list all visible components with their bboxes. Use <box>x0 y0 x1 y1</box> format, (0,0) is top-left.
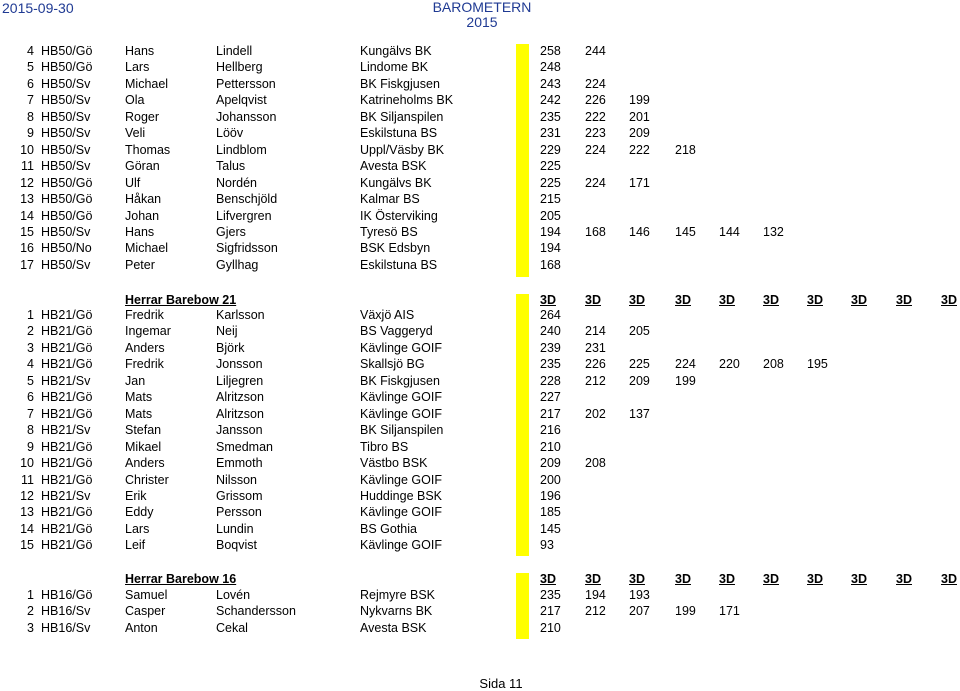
score-cell: 199 <box>675 373 696 388</box>
class-cell: HB50/Sv <box>41 224 91 239</box>
first-name-cell: Anders <box>125 340 165 355</box>
score-cell: 217 <box>540 604 561 619</box>
rank-cell: 3 <box>27 620 34 635</box>
score-cell: 217 <box>540 406 561 421</box>
score-cell: 209 <box>629 373 650 388</box>
club-cell: BK Fiskgjusen <box>360 76 440 91</box>
rank-cell: 9 <box>27 126 34 141</box>
first-name-cell: Håkan <box>125 192 162 207</box>
score-header-3d: 3D <box>585 293 601 307</box>
rank-cell: 5 <box>27 60 34 75</box>
score-cell: 194 <box>540 241 561 256</box>
last-name-cell: Gyllhag <box>216 257 259 272</box>
rank-cell: 1 <box>27 308 34 322</box>
last-name-cell: Hellberg <box>216 60 263 75</box>
score-cell: 224 <box>675 357 696 372</box>
score-cell: 196 <box>540 488 561 503</box>
score-cell: 240 <box>540 324 561 339</box>
score-header-3d: 3D <box>851 293 867 307</box>
rank-cell: 4 <box>27 44 34 58</box>
class-cell: HB50/Sv <box>41 109 91 124</box>
score-header-3d: 3D <box>540 293 556 307</box>
class-cell: HB16/Sv <box>41 604 91 619</box>
last-name-cell: Grissom <box>216 488 263 503</box>
score-cell: 264 <box>540 308 561 322</box>
score-cell: 235 <box>540 588 561 602</box>
score-cell: 212 <box>585 373 606 388</box>
first-name-cell: Stefan <box>125 423 162 438</box>
first-name-cell: Roger <box>125 109 160 124</box>
class-cell: HB16/Gö <box>41 588 93 602</box>
club-cell: Kävlinge GOIF <box>360 538 442 553</box>
last-name-cell: Karlsson <box>216 308 265 322</box>
first-name-cell: Eddy <box>125 505 154 520</box>
score-header-3d: 3D <box>719 293 735 307</box>
first-name-cell: Samuel <box>125 588 168 602</box>
rank-cell: 14 <box>20 208 34 223</box>
score-cell: 224 <box>585 76 606 91</box>
score-header-3d: 3D <box>763 572 779 586</box>
first-name-cell: Jan <box>125 373 146 388</box>
club-cell: BK Siljanspilen <box>360 109 444 124</box>
club-cell: Kävlinge GOIF <box>360 472 442 487</box>
first-name-cell: Leif <box>125 538 146 553</box>
rank-cell: 17 <box>20 257 34 272</box>
first-name-cell: Anton <box>125 620 158 635</box>
rank-cell: 3 <box>27 340 34 355</box>
club-cell: BK Siljanspilen <box>360 423 444 438</box>
score-cell: 224 <box>585 175 606 190</box>
last-name-cell: Jonsson <box>216 357 263 372</box>
club-cell: BS Gothia <box>360 521 417 536</box>
rank-cell: 13 <box>20 192 34 207</box>
score-cell: 146 <box>629 224 650 239</box>
club-cell: Avesta BSK <box>360 159 427 174</box>
score-cell: 144 <box>719 224 740 239</box>
score-header-3d: 3D <box>941 572 957 586</box>
last-name-cell: Lindblom <box>216 142 267 157</box>
club-cell: Katrineholms BK <box>360 93 454 108</box>
score-cell: 224 <box>585 142 606 157</box>
rank-cell: 15 <box>20 538 34 553</box>
hb21-section-title: Herrar Barebow 21 <box>125 293 237 307</box>
club-cell: Kävlinge GOIF <box>360 340 442 355</box>
score-cell: 212 <box>585 604 606 619</box>
score-cell: 193 <box>629 588 650 602</box>
header-date: 2015-09-30 <box>2 0 74 16</box>
score-header-3d: 3D <box>540 572 556 586</box>
last-name-cell: Persson <box>216 505 262 520</box>
score-cell: 208 <box>585 456 606 471</box>
last-name-cell: Boqvist <box>216 538 257 553</box>
class-cell: HB50/Sv <box>41 257 91 272</box>
last-name-cell: Benschjöld <box>216 192 278 207</box>
score-cell: 225 <box>540 159 561 174</box>
club-cell: Rejmyre BSK <box>360 588 436 602</box>
first-name-cell: Lars <box>125 521 150 536</box>
rank-cell: 8 <box>27 423 34 438</box>
score-cell: 199 <box>629 93 650 108</box>
club-cell: Kungälvs BK <box>360 175 432 190</box>
score-cell: 168 <box>540 257 561 272</box>
class-cell: HB21/Sv <box>41 488 91 503</box>
first-name-cell: Johan <box>125 208 160 223</box>
first-name-cell: Ulf <box>125 175 141 190</box>
class-cell: HB21/Sv <box>41 373 91 388</box>
score-header-3d: 3D <box>675 572 691 586</box>
first-name-cell: Fredrik <box>125 308 164 322</box>
last-name-cell: Cekal <box>216 620 248 635</box>
class-cell: HB21/Gö <box>41 357 93 372</box>
score-cell: 194 <box>540 224 561 239</box>
rank-cell: 7 <box>27 93 34 108</box>
score-cell: 258 <box>540 44 561 58</box>
last-name-cell: Björk <box>216 340 245 355</box>
last-name-cell: Johansson <box>216 109 277 124</box>
club-cell: IK Österviking <box>360 208 438 223</box>
class-cell: HB21/Gö <box>41 340 93 355</box>
rank-cell: 11 <box>21 472 34 487</box>
club-cell: Lindome BK <box>360 60 429 75</box>
score-cell: 225 <box>629 357 650 372</box>
club-cell: Kalmar BS <box>360 192 420 207</box>
last-name-cell: Schandersson <box>216 604 296 619</box>
score-cell: 243 <box>540 76 561 91</box>
rank-cell: 12 <box>20 175 34 190</box>
class-cell: HB21/Gö <box>41 521 93 536</box>
score-cell: 137 <box>629 406 650 421</box>
score-cell: 248 <box>540 60 561 75</box>
club-cell: Skallsjö BG <box>360 357 425 372</box>
first-name-cell: Erik <box>125 488 147 503</box>
score-cell: 227 <box>540 390 561 405</box>
first-name-cell: Hans <box>125 224 155 239</box>
class-cell: HB21/Gö <box>41 472 93 487</box>
last-name-cell: Smedman <box>216 439 273 454</box>
score-cell: 228 <box>540 373 561 388</box>
score-cell: 231 <box>540 126 561 141</box>
hb16-section-title: Herrar Barebow 16 <box>125 572 237 586</box>
score-header-3d: 3D <box>629 293 645 307</box>
first-name-cell: Michael <box>125 241 169 256</box>
last-name-cell: Nordén <box>216 175 257 190</box>
score-cell: 207 <box>629 604 650 619</box>
first-name-cell: Mats <box>125 406 153 421</box>
score-cell: 235 <box>540 357 561 372</box>
score-cell: 201 <box>629 109 650 124</box>
class-cell: HB50/Gö <box>41 192 93 207</box>
last-name-cell: Apelqvist <box>216 93 267 108</box>
score-cell: 209 <box>540 456 561 471</box>
rank-cell: 15 <box>20 224 34 239</box>
score-cell: 132 <box>763 224 784 239</box>
class-cell: HB21/Gö <box>41 406 93 421</box>
rank-cell: 10 <box>20 456 34 471</box>
class-cell: HB50/Gö <box>41 60 93 75</box>
last-name-cell: Pettersson <box>216 76 276 91</box>
club-cell: Växjö AIS <box>360 308 415 322</box>
score-cell: 226 <box>585 357 606 372</box>
club-cell: Huddinge BSK <box>360 488 443 503</box>
score-cell: 218 <box>675 142 696 157</box>
class-cell: HB50/Sv <box>41 126 91 141</box>
rank-cell: 4 <box>27 357 34 372</box>
rank-cell: 10 <box>20 142 34 157</box>
class-cell: HB21/Gö <box>41 538 93 553</box>
first-name-cell: Göran <box>125 159 160 174</box>
club-cell: Eskilstuna BS <box>360 257 438 272</box>
score-cell: 200 <box>540 472 561 487</box>
score-header-3d: 3D <box>629 572 645 586</box>
first-name-cell: Mats <box>125 390 153 405</box>
score-cell: 171 <box>629 175 650 190</box>
class-cell: HB21/Gö <box>41 439 93 454</box>
class-cell: HB50/Gö <box>41 208 93 223</box>
first-name-cell: Christer <box>125 472 169 487</box>
rank-cell: 13 <box>20 505 34 520</box>
score-cell: 231 <box>585 340 606 355</box>
first-name-cell: Veli <box>125 126 146 141</box>
score-cell: 223 <box>585 126 606 141</box>
score-cell: 145 <box>540 521 561 536</box>
first-name-cell: Casper <box>125 604 166 619</box>
score-cell: 215 <box>540 192 561 207</box>
class-cell: HB50/Gö <box>41 44 93 58</box>
club-cell: Västbo BSK <box>360 456 428 471</box>
score-cell: 202 <box>585 406 606 421</box>
yellow-marker-hb21 <box>516 294 529 556</box>
rank-cell: 6 <box>27 76 34 91</box>
last-name-cell: Liljegren <box>216 373 264 388</box>
last-name-cell: Lovén <box>216 588 251 602</box>
rank-cell: 8 <box>27 109 34 124</box>
club-cell: Nykvarns BK <box>360 604 433 619</box>
first-name-cell: Ola <box>125 93 145 108</box>
score-cell: 214 <box>585 324 606 339</box>
score-header-3d: 3D <box>807 572 823 586</box>
score-cell: 222 <box>585 109 606 124</box>
score-cell: 145 <box>675 224 696 239</box>
header-title <box>0 0 960 30</box>
rank-cell: 11 <box>21 159 34 174</box>
club-cell: Kävlinge GOIF <box>360 390 442 405</box>
class-cell: HB50/Sv <box>41 159 91 174</box>
score-cell: 239 <box>540 340 561 355</box>
rank-cell: 9 <box>27 439 34 454</box>
class-cell: HB21/Gö <box>41 505 93 520</box>
header-title-line2: 2015 <box>466 14 498 30</box>
rank-cell: 14 <box>20 521 34 536</box>
class-cell: HB50/No <box>41 241 92 256</box>
score-cell: 199 <box>675 604 696 619</box>
score-cell: 244 <box>585 44 606 58</box>
club-cell: Kävlinge GOIF <box>360 505 442 520</box>
score-cell: 209 <box>629 126 650 141</box>
class-cell: HB50/Gö <box>41 175 93 190</box>
score-header-3d: 3D <box>763 293 779 307</box>
score-cell: 242 <box>540 93 561 108</box>
class-cell: HB21/Gö <box>41 308 93 322</box>
score-header-3d: 3D <box>719 572 735 586</box>
score-cell: 210 <box>540 439 561 454</box>
last-name-cell: Sigfridsson <box>216 241 278 256</box>
club-cell: BK Fiskgjusen <box>360 373 440 388</box>
score-header-3d: 3D <box>941 293 957 307</box>
score-cell: 171 <box>719 604 740 619</box>
score-cell: 185 <box>540 505 561 520</box>
club-cell: Tibro BS <box>360 439 409 454</box>
score-cell: 210 <box>540 620 561 635</box>
last-name-cell: Alritzson <box>216 390 264 405</box>
score-cell: 216 <box>540 423 561 438</box>
last-name-cell: Lundin <box>216 521 254 536</box>
class-cell: HB50/Sv <box>41 142 91 157</box>
club-cell: Eskilstuna BS <box>360 126 438 141</box>
last-name-cell: Lifvergren <box>216 208 272 223</box>
score-header-3d: 3D <box>585 572 601 586</box>
last-name-cell: Lindell <box>216 44 253 58</box>
score-header-3d: 3D <box>851 572 867 586</box>
first-name-cell: Peter <box>125 257 155 272</box>
first-name-cell: Thomas <box>125 142 171 157</box>
first-name-cell: Anders <box>125 456 165 471</box>
first-name-cell: Lars <box>125 60 150 75</box>
club-cell: Kungälvs BK <box>360 44 432 58</box>
score-header-3d: 3D <box>675 293 691 307</box>
club-cell: Avesta BSK <box>360 620 427 635</box>
first-name-cell: Michael <box>125 76 169 91</box>
score-cell: 195 <box>807 357 828 372</box>
rank-cell: 6 <box>27 390 34 405</box>
score-header-3d: 3D <box>896 572 912 586</box>
last-name-cell: Gjers <box>216 224 246 239</box>
yellow-marker-hb50 <box>516 44 529 277</box>
last-name-cell: Nilsson <box>216 472 257 487</box>
score-cell: 205 <box>540 208 561 223</box>
first-name-cell: Fredrik <box>125 357 164 372</box>
score-cell: 205 <box>629 324 650 339</box>
club-cell: BSK Edsbyn <box>360 241 431 256</box>
score-cell: 220 <box>719 357 740 372</box>
last-name-cell: Neij <box>216 324 238 339</box>
score-cell: 222 <box>629 142 650 157</box>
score-header-3d: 3D <box>807 293 823 307</box>
class-cell: HB21/Gö <box>41 456 93 471</box>
class-cell: HB16/Sv <box>41 620 91 635</box>
score-cell: 168 <box>585 224 606 239</box>
score-cell: 208 <box>763 357 784 372</box>
club-cell: Tyresö BS <box>360 224 418 239</box>
club-cell: BS Vaggeryd <box>360 324 433 339</box>
first-name-cell: Hans <box>125 44 155 58</box>
rank-cell: 5 <box>27 373 34 388</box>
class-cell: HB21/Sv <box>41 423 91 438</box>
score-cell: 235 <box>540 109 561 124</box>
rank-cell: 7 <box>27 406 34 421</box>
last-name-cell: Jansson <box>216 423 263 438</box>
club-cell: Kävlinge GOIF <box>360 406 442 421</box>
first-name-cell: Mikael <box>125 439 162 454</box>
page-number: Sida 11 <box>479 676 523 691</box>
class-cell: HB21/Gö <box>41 390 93 405</box>
last-name-cell: Alritzson <box>216 406 264 421</box>
rank-cell: 2 <box>27 324 34 339</box>
rank-cell: 1 <box>27 588 34 602</box>
score-cell: 229 <box>540 142 561 157</box>
score-cell: 93 <box>540 538 554 553</box>
class-cell: HB50/Sv <box>41 93 91 108</box>
score-cell: 225 <box>540 175 561 190</box>
last-name-cell: Talus <box>216 159 246 174</box>
score-cell: 226 <box>585 93 606 108</box>
score-cell: 194 <box>585 588 606 602</box>
class-cell: HB50/Sv <box>41 76 91 91</box>
rank-cell: 16 <box>20 241 34 256</box>
last-name-cell: Lööv <box>216 126 244 141</box>
header-title-line1: BAROMETERN <box>432 0 532 15</box>
class-cell: HB21/Gö <box>41 324 93 339</box>
last-name-cell: Emmoth <box>216 456 263 471</box>
club-cell: Uppl/Väsby BK <box>360 142 445 157</box>
rank-cell: 2 <box>27 604 34 619</box>
yellow-marker-hb16 <box>516 573 529 639</box>
first-name-cell: Ingemar <box>125 324 171 339</box>
rank-cell: 12 <box>20 488 34 503</box>
score-header-3d: 3D <box>896 293 912 307</box>
